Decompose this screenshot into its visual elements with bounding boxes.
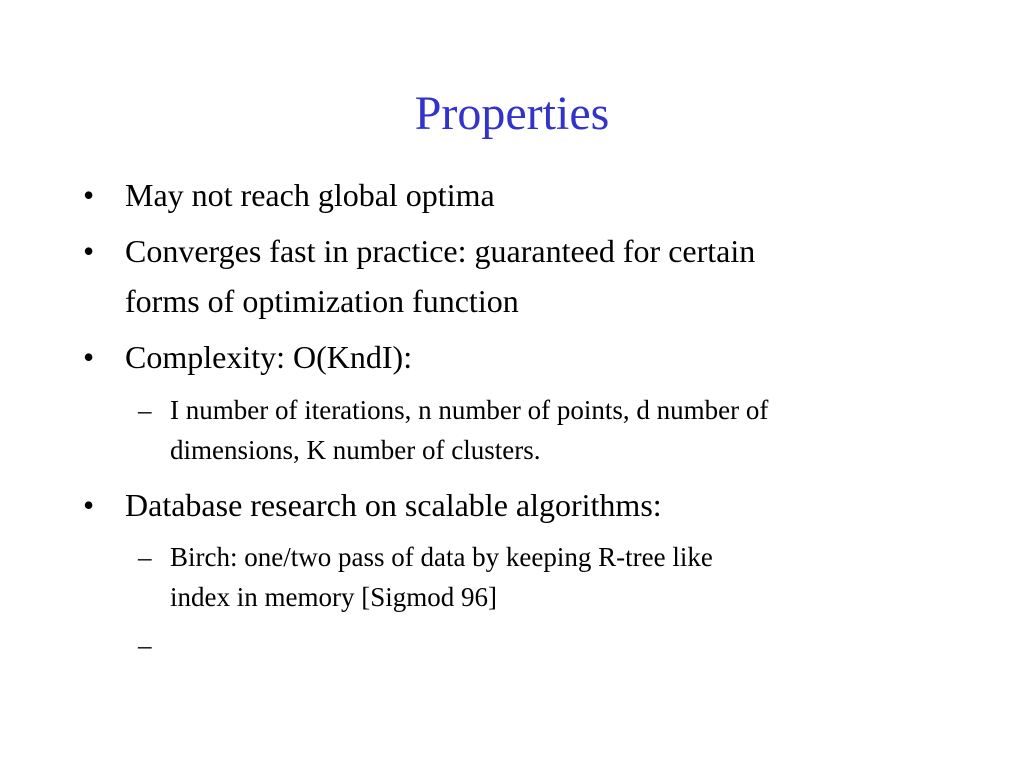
sub-bullet-text-continuation: dimensions, K number of clusters.: [170, 435, 541, 465]
bullet-marker: •: [83, 487, 95, 523]
sub-bullet-text-continuation: index in memory [Sigmod 96]: [170, 582, 497, 612]
bullet-item: [83, 170, 925, 220]
sub-bullet-item: [138, 537, 940, 617]
bullet-item: [83, 480, 925, 530]
bullet-text: May not reach global optima: [125, 177, 495, 213]
bullet-marker: •: [83, 339, 95, 375]
sub-bullet-text: Birch: one/two pass of data by keeping R-tree like: [170, 542, 713, 572]
sub-bullet-marker: –: [138, 542, 152, 572]
bullet-text: Converges fast in practice: guaranteed for certain: [125, 233, 756, 269]
bullet-item: [83, 332, 925, 382]
bullet-text: Database research on scalable algorithms:: [125, 487, 662, 523]
bullet-text-continuation: forms of optimization function: [125, 283, 519, 319]
bullet-marker: •: [83, 177, 95, 213]
sub-bullet-text: I number of iterations, n number of points, d number of: [170, 395, 769, 425]
bullet-text: Complexity: O(KndI):: [125, 339, 413, 375]
bullet-item: [83, 226, 925, 326]
sub-bullet-marker: –: [138, 630, 152, 660]
sub-bullet-marker: –: [138, 395, 152, 425]
sub-bullet-item: [138, 390, 940, 470]
bullet-marker: •: [83, 233, 95, 269]
slide-title: Properties: [414, 87, 610, 140]
